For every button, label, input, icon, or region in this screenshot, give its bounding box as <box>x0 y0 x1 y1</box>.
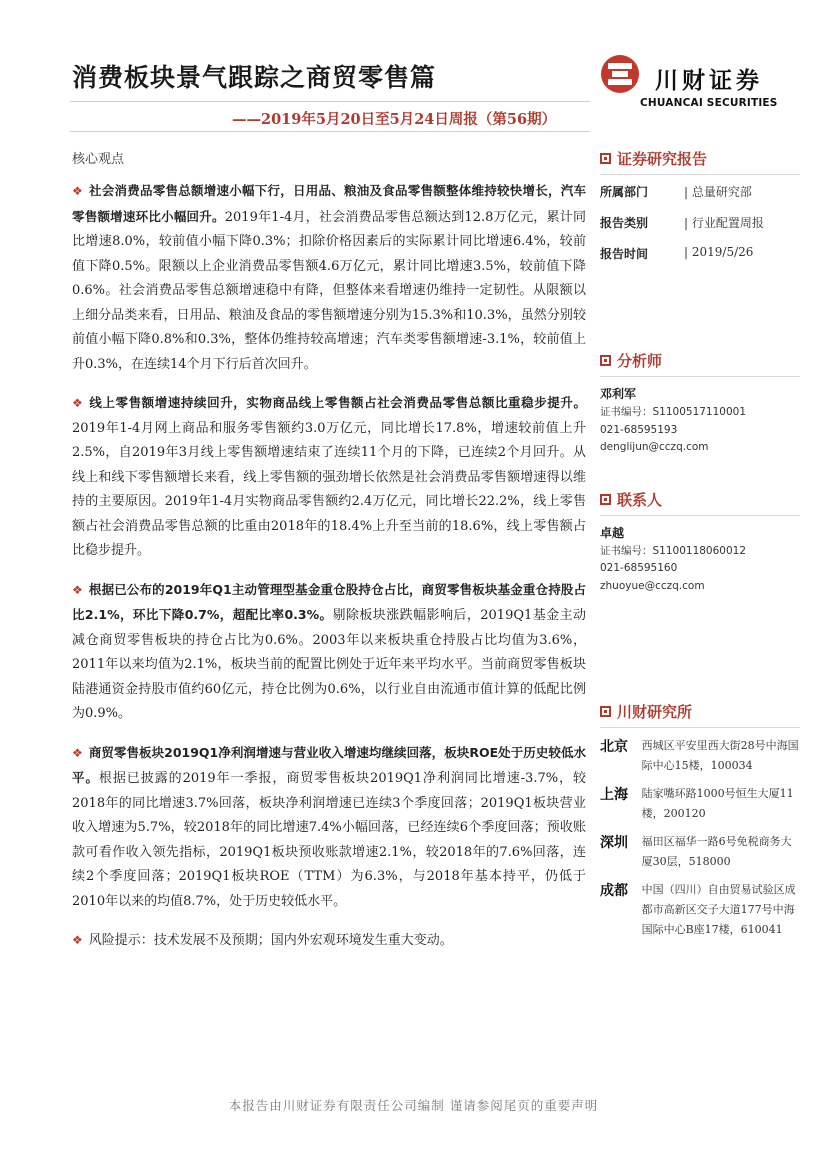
analyst-cert: 证书编号：S1100517110001 <box>600 406 747 418</box>
point-2 <box>72 391 586 564</box>
section-marker-icon <box>600 494 611 505</box>
office-city: 深圳 <box>600 835 628 851</box>
section-marker-icon <box>600 706 611 717</box>
institute-section-header <box>600 701 800 722</box>
footer-disclaimer: 本报告由川财证券有限责任公司编制 谨请参阅尾页的重要声明 <box>228 1098 599 1113</box>
contact-section-header <box>600 489 800 510</box>
report-title: 消费板块景气跟踪之商贸零售篇 <box>72 63 437 92</box>
contact-name: 卓越 <box>600 525 625 540</box>
point-4-bold: 商贸零售板块2019Q1净利润增速与营业收入增速均继续回落，板块ROE处于历史较低水平。 <box>72 744 586 785</box>
diamond-bullet-icon: ❖ <box>72 184 84 198</box>
institute-section-title: 川财研究所 <box>617 703 693 721</box>
section-divider <box>600 727 800 728</box>
section-divider <box>600 515 800 516</box>
contact-section-title: 联系人 <box>617 490 663 509</box>
office-city: 成都 <box>600 883 628 899</box>
contact-phone: 021-68595160 <box>600 562 678 574</box>
sidebar <box>600 148 800 948</box>
section-divider <box>600 174 800 175</box>
info-value: | 总量研究部 <box>684 185 752 199</box>
analyst-section-header <box>600 350 800 371</box>
info-row-category <box>600 214 800 231</box>
point-1 <box>72 179 586 377</box>
title-divider <box>70 101 590 102</box>
info-row-department <box>600 183 800 200</box>
office-city: 上海 <box>600 787 628 803</box>
contact-cert: 证书编号：S1100118060012 <box>600 544 747 557</box>
diamond-bullet-icon: ❖ <box>72 745 83 760</box>
info-value: | 行业配置周报 <box>684 216 764 230</box>
logo-name-cn: 川财证券 <box>655 68 763 94</box>
point-2-bold: 线上零售额增速持续回升，实物商品线上零售额占社会消费品零售总额比重稳步提升。 <box>89 395 586 410</box>
office-shanghai <box>600 784 800 824</box>
subtitle-divider <box>70 131 590 132</box>
info-row-date <box>600 245 800 262</box>
info-value: | 2019/5/26 <box>684 245 754 259</box>
report-section-header <box>600 148 800 169</box>
analyst-phone: 021-68595193 <box>600 423 678 436</box>
office-beijing <box>600 736 800 776</box>
analyst-name: 邓利军 <box>600 387 637 401</box>
point-3-bold: 根据已公布的2019年Q1主动管理型基金重仓股持仓占比，商贸零售板块基金重仓持股占比2.1%，环比下降0.7%，超配比率0.3%。 <box>72 581 586 622</box>
diamond-bullet-icon: ❖ <box>72 582 83 597</box>
office-city: 北京 <box>600 739 628 755</box>
logo-name-en: CHUANCAI SECURITIES <box>640 97 778 109</box>
section-marker-icon <box>600 153 611 164</box>
risk-note <box>72 928 586 954</box>
point-1-text: 2019年1-4月，社会消费品零售总额达到12.8万亿元，累计同比增速8.0%，较前值小幅下降0.3%；扣除价格因素后的实际累计同比增速6.4%，较前值下降0.5%。限额以上企业消费品零售额4.6万亿元，累计同比增速3.5%，较前值下降0.6%。社会消费品零售总额增速稳中有降，但整体来看增速仍维持一定韧性。从限额以上细分品类来看，日用品、粮油及食品的零售额增速分别为15.3%和10.3%，虽然分别较前值小幅下降0.8%和0.3%，整体仍维持较高增速；汽车类零售额增速-3.1%，较前值上升0.3%，在连续14个月下行后首次回升。 <box>72 209 586 372</box>
report-subtitle: ——2019年5月20日至5月24日周报（第56期） <box>232 111 557 128</box>
office-shenzhen <box>600 832 800 872</box>
office-chengdu <box>600 880 800 940</box>
section-divider <box>600 376 800 377</box>
point-3 <box>72 578 586 727</box>
info-key: 报告时间 <box>600 247 649 261</box>
diamond-bullet-icon: ❖ <box>72 933 83 947</box>
point-3-text: 剔除板块涨跌幅影响后，2019Q1基金主动减仓商贸零售板块的持仓占比为0.6%。2003年以来板块重仓持股占比均值为3.6%，2011年以来均值为2.1%，板块当前的配置比例处于近年来平均水平。当前商贸零售板块陆港通资金持股市值约60亿元，持仓比例为0.6%，以行业自由流通市值计算的低配比例为0.9%。 <box>72 608 586 721</box>
company-logo-icon <box>600 54 640 94</box>
risk-note-text: 风险提示：技术发展不及预期；国内外宏观环境发生重大变动。 <box>88 933 453 948</box>
contact-email[interactable]: zhuoyue@cczq.com <box>600 579 705 592</box>
office-address: 中国（四川）自由贸易试验区成都市高新区交子大道177号中海国际中心B座17楼，610041 <box>641 883 796 936</box>
point-1-bold: 社会消费品零售总额增速小幅下行，日用品、粮油及食品零售额整体维持较快增长，汽车零售额增速环比小幅回升。 <box>72 183 586 224</box>
point-4-text: 根据已披露的2019年一季报，商贸零售板块2019Q1净利润同比增速-3.7%，较2018年的同比增速3.7%回落，板块净利润增速已连续3个季度回落；2019Q1板块营业收入增速为5.7%，较2018年的同比增速7.4%小幅回落，已经连续6个季度回落；预收账款可看作收入领先指标，2019Q1板块预收账款增速2.1%，较2018年的7.6%回落，连续2个季度回落；2019Q1板块ROE（TTM）为6.3%，与2018年基本持平，仍低于2010年以来的均值8.7%，处于历史较低水平。 <box>72 771 586 909</box>
info-key: 报告类别 <box>600 216 649 230</box>
info-key: 所属部门 <box>600 185 649 199</box>
analyst-section-title: 分析师 <box>617 352 663 370</box>
office-address: 西城区平安里西大街28号中海国际中心15楼，100034 <box>641 739 799 772</box>
main-content <box>72 148 586 968</box>
core-label: 核心观点 <box>72 152 125 167</box>
office-address: 福田区福华一路6号免税商务大厦30层，518000 <box>641 835 792 868</box>
point-2-text: 2019年1-4月网上商品和服务零售额约3.0万亿元，同比增长17.8%，增速较前值上升2.5%，自2019年3月线上零售额增速结束了连续11个月的下降，已连续2个月回升。从线上和线下零售额增长来看，线上零售额的强劲增长依然是社会消费品零售额增速得以维持的主要原因。2019年1-4月实物商品零售额约2.4万亿元，同比增长22.2%，线上零售额占社会消费品零售总额的比重由2018年的18.4%上升至当前的18.6%，线上零售额占比稳步提升。 <box>72 420 586 558</box>
report-section-title: 证券研究报告 <box>617 150 708 168</box>
diamond-bullet-icon: ❖ <box>72 396 84 410</box>
section-marker-icon <box>600 355 611 366</box>
office-address: 陆家嘴环路1000号恒生大厦11楼，200120 <box>641 787 794 820</box>
point-4 <box>72 741 586 915</box>
analyst-email[interactable]: denglijun@cczq.com <box>600 441 709 453</box>
